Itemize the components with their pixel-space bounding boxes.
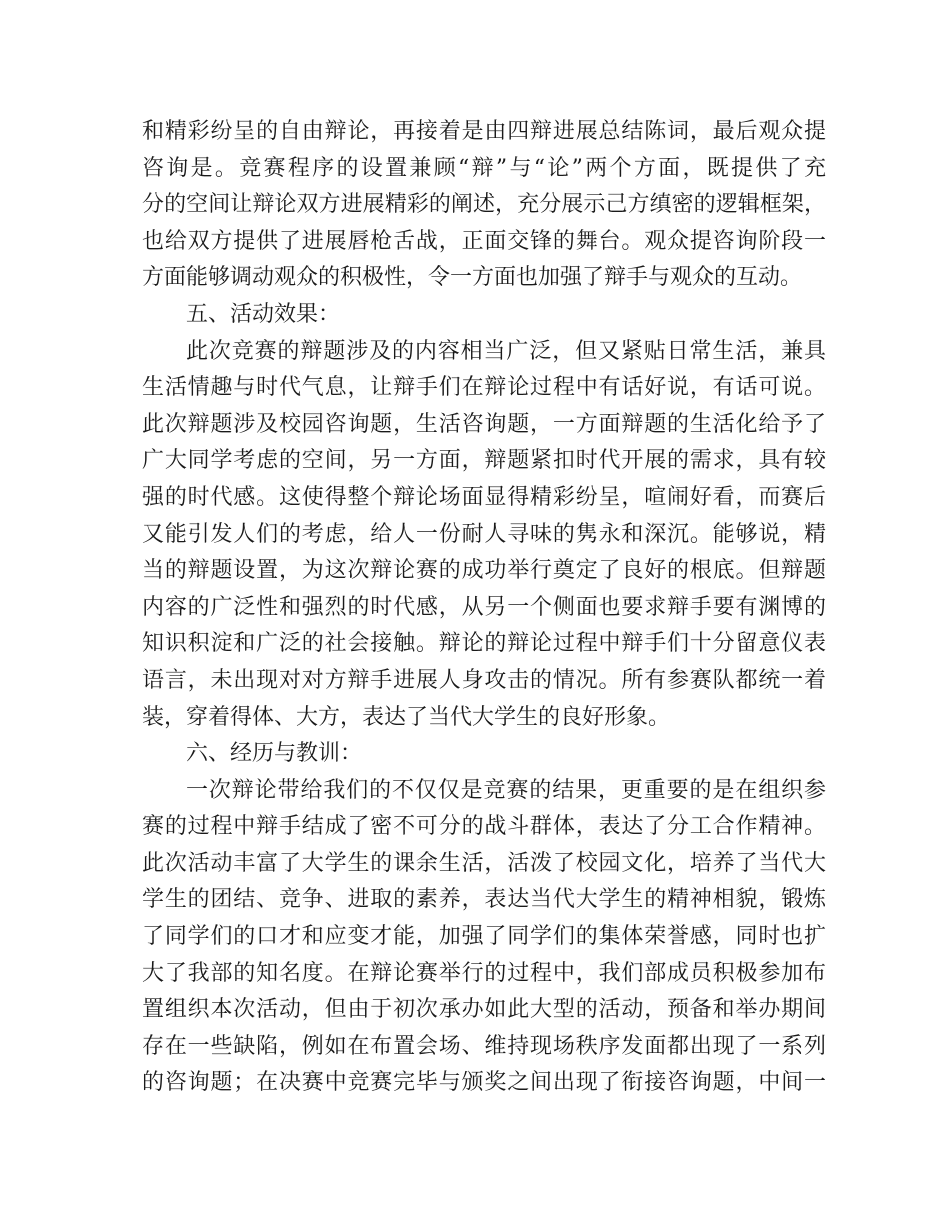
- text-line: 也给双方提供了进展唇枪舌战，正面交锋的舞台。观众提咨询阶段一: [142, 228, 826, 254]
- text-line: 咨询是。竞赛程序的设置兼顾“辩”与“论”两个方面，既提供了充: [142, 155, 826, 181]
- text-line: 生活情趣与时代气息，让辩手们在辩论过程中有话好说，有话可说。: [142, 375, 826, 401]
- text-line: 知识积淀和广泛的社会接触。辩论的辩论过程中辩手们十分留意仪表: [142, 631, 826, 657]
- text-line: 此次辩题涉及校园咨询题，生活咨询题，一方面辩题的生活化给予了: [142, 411, 826, 437]
- text-line: 存在一些缺陷，例如在布置会场、维持现场秩序发面都出现了一系列: [142, 1033, 826, 1059]
- document-body: [142, 114, 826, 1102]
- text-line: 内容的广泛性和强烈的时代感，从另一个侧面也要求辩手要有渊博的: [142, 594, 826, 620]
- text-line: 分的空间让辩论双方进展精彩的阐述，充分展示己方缜密的逻辑框架，: [142, 192, 826, 218]
- text-line: 广大同学考虑的空间，另一方面，辩题紧扣时代开展的需求，具有较: [142, 448, 826, 474]
- text-line: 当的辩题设置，为这次辩论赛的成功举行奠定了良好的根底。但辩题: [142, 558, 826, 584]
- text-line: 强的时代感。这使得整个辩论场面显得精彩纷呈，喧闹好看，而赛后: [142, 484, 826, 510]
- text-line: 又能引发人们的考虑，给人一份耐人寻味的隽永和深沉。能够说，精: [142, 521, 826, 547]
- text-line: 置组织本次活动，但由于初次承办如此大型的活动，预备和举办期间: [142, 997, 826, 1023]
- text-line: 一次辩论带给我们的不仅仅是竞赛的结果，更重要的是在组织参: [186, 777, 826, 803]
- text-line: 大了我部的知名度。在辩论赛举行的过程中，我们部成员积极参加布: [142, 960, 826, 986]
- text-line: 学生的团结、竞争、进取的素养，表达当代大学生的精神相貌，锻炼: [142, 887, 826, 913]
- text-line: 方面能够调动观众的积极性，令一方面也加强了辩手与观众的互动。: [142, 265, 803, 291]
- text-line: 语言，未出现对对方辩手进展人身攻击的情况。所有参赛队都统一着: [142, 667, 826, 693]
- section-heading-lessons: 六、经历与教训：: [186, 741, 363, 767]
- text-line: 此次活动丰富了大学生的课余生活，活泼了校园文化，培养了当代大: [142, 850, 826, 876]
- text-line: 的咨询题；在决赛中竞赛完毕与颁奖之间出现了衔接咨询题，中间一: [142, 1070, 826, 1096]
- section-heading-effect: 五、活动效果：: [186, 301, 341, 327]
- text-line: 赛的过程中辩手结成了密不可分的战斗群体，表达了分工合作精神。: [142, 814, 826, 840]
- text-line: 此次竞赛的辩题涉及的内容相当广泛，但又紧贴日常生活，兼具: [186, 338, 826, 364]
- text-line: 和精彩纷呈的自由辩论，再接着是由四辩进展总结陈词，最后观众提: [142, 119, 826, 144]
- text-line: 装，穿着得体、大方，表达了当代大学生的良好形象。: [142, 704, 671, 730]
- text-line: 了同学们的口才和应变才能，加强了同学们的集体荣誉感，同时也扩: [142, 924, 826, 950]
